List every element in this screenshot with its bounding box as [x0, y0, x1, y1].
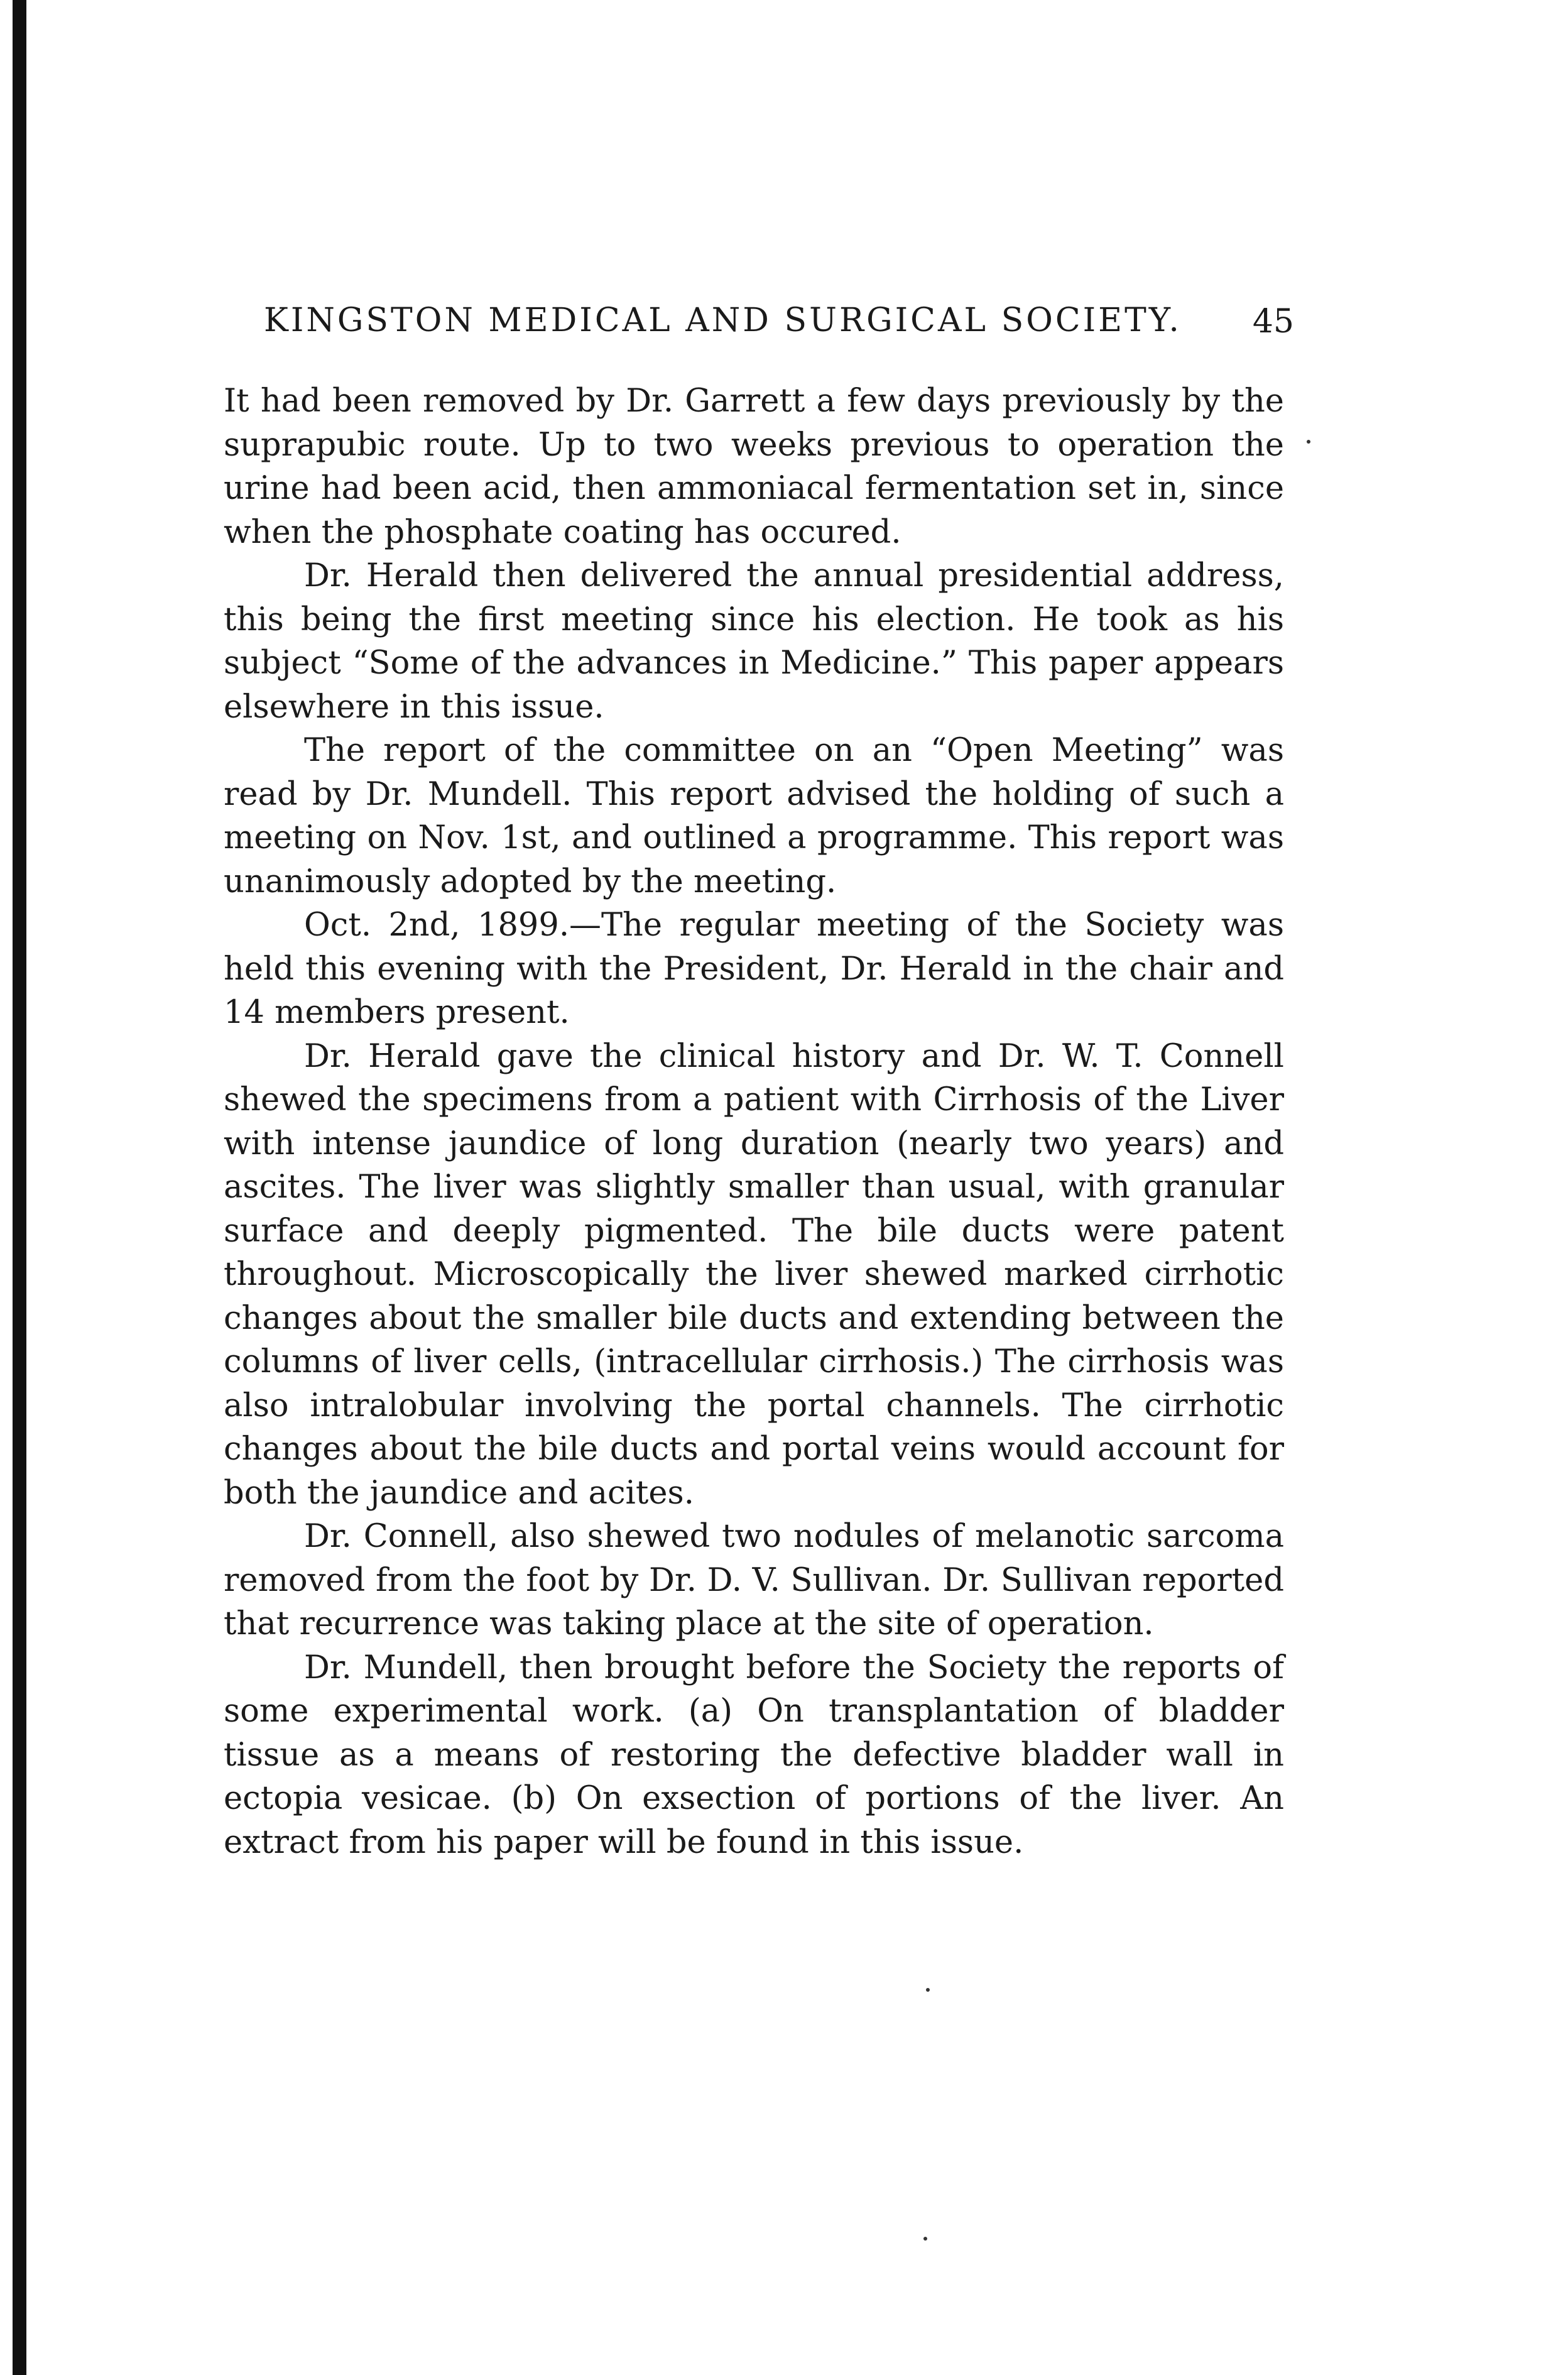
- paragraph-continuation: It had been removed by Dr. Garrett a few days previously by the suprapubic route. Up to two weeks previous to operation the urine had been acid, then ammoniacal fermentation set in, since when the phosphate coating has occured.: [224, 383, 1284, 551]
- scan-speck: [1307, 440, 1310, 444]
- body-text: [224, 379, 1284, 1887]
- scan-speck: [923, 2237, 927, 2241]
- running-head: KINGSTON MEDICAL AND SURGICAL SOCIETY.: [264, 302, 1182, 339]
- paragraph-cirrhosis-case: Dr. Herald gave the clinical history and Dr. W. T. Connell shewed the specimens from a patient with Cirrhosis of the Liver with intense jaundice of long duration (nearly two years) and ascites. The liver was slightly smaller than usual, with granular surface and deeply pigmented. The bile ducts were patent throughout. Microscopically the liver shewed marked cirrhotic changes about the smaller bile ducts and extending between the columns of liver cells, (intracellular cirrhosis.) The cirrhosis was also intralobular involving the portal channels. The cirrhotic changes about the bile ducts and portal veins would account for both the jaundice and acites.: [224, 1037, 1284, 1512]
- scan-speck: [926, 1988, 930, 1992]
- page-binding-edge: [13, 0, 26, 2375]
- paragraph-melanotic-sarcoma: Dr. Connell, also shewed two nodules of melanotic sarcoma removed from the foot by Dr. D. V. Sullivan. Dr. Sullivan reported that recurrence was taking place at the site of operation.: [224, 1518, 1284, 1642]
- paragraph-presidential-address: Dr. Herald then delivered the annual presidential address, this being the first meeting since his election. He took as his subject “Some of the advances in Medicine.” This paper appears elsewhere in this issue.: [224, 557, 1284, 726]
- page-header: [264, 302, 1294, 352]
- page-number: 45: [1252, 303, 1294, 341]
- paragraph-oct-2-meeting: Oct. 2nd, 1899.—The regular meeting of the Society was held this evening with the President, Dr. Herald in the chair and 14 members present.: [224, 907, 1284, 1031]
- paragraph-experimental-work: Dr. Mundell, then brought before the Society the reports of some experimental work. (a) On transplantation of bladder tissue as a means of restoring the defective bladder wall in ectopia vesicae. (b) On exsection of portions of the liver. An extract from his paper will be found in this issue.: [224, 1649, 1284, 1861]
- paragraph-open-meeting-report: The report of the committee on an “Open Meeting” was read by Dr. Mundell. This report advised the holding of such a meeting on Nov. 1st, and outlined a programme. This report was unanimously adopted by the meeting.: [224, 732, 1284, 900]
